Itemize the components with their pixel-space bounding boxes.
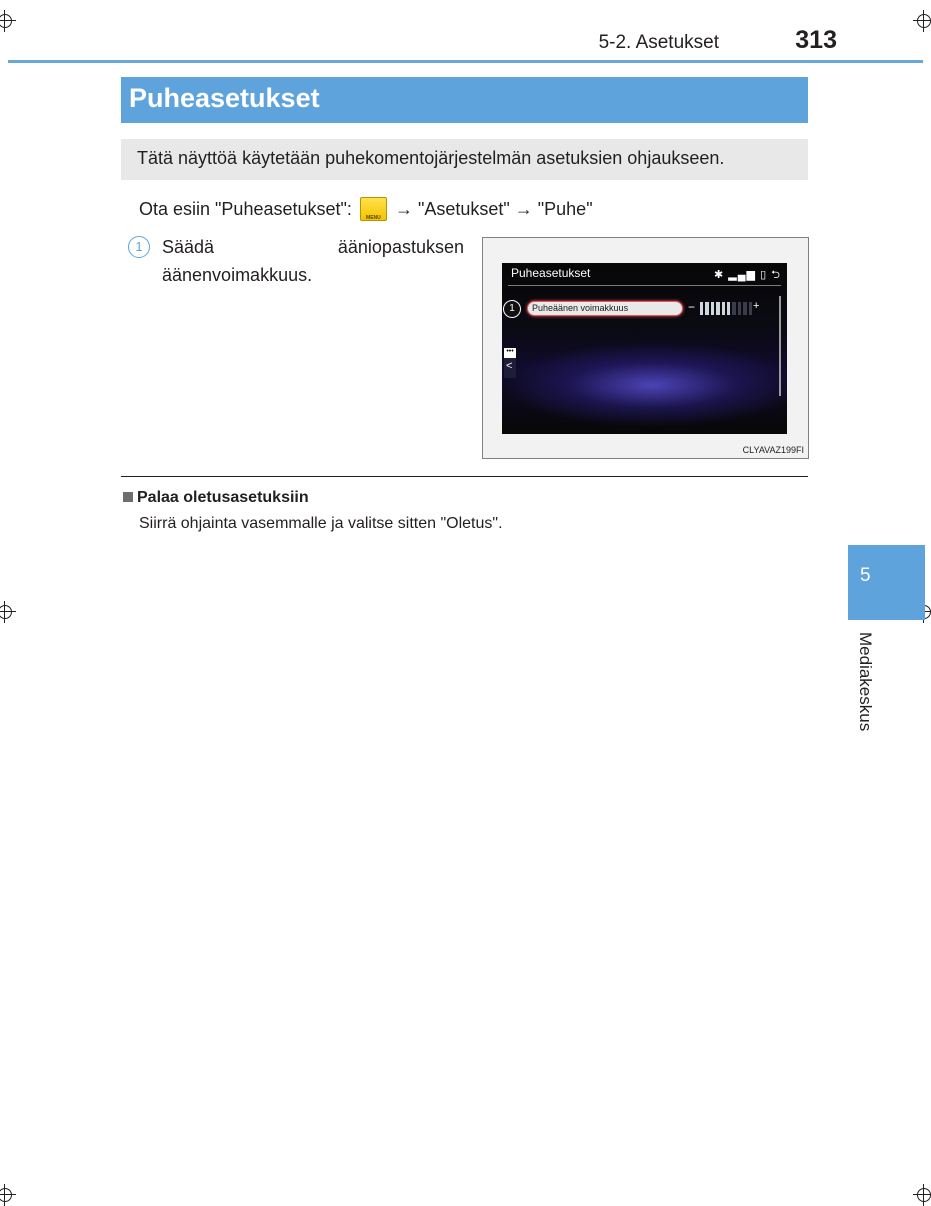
- volume-segment: [716, 302, 719, 315]
- section-label: 5-2. Asetukset: [598, 32, 719, 53]
- side-menu-tab[interactable]: [504, 348, 516, 378]
- volume-segment: [732, 302, 735, 315]
- volume-segment: [743, 302, 746, 315]
- volume-segment: [700, 302, 703, 315]
- square-bullet-icon: [123, 492, 133, 502]
- page-number: 313: [795, 26, 837, 54]
- display-screen: [502, 263, 787, 434]
- screen-scrollbar[interactable]: [779, 296, 781, 396]
- callout-number-icon: 1: [503, 300, 521, 318]
- screen-divider: [508, 285, 781, 286]
- menu-dots-icon: •••: [504, 348, 516, 358]
- status-icons: ✱ ▂▄▆ ▯ ⮌: [714, 269, 781, 281]
- subsection-heading-text: Palaa oletusasetuksiin: [137, 489, 309, 506]
- page-header: [0, 24, 931, 64]
- chapter-name: Mediakeskus: [856, 632, 875, 732]
- header-rule: [8, 60, 923, 63]
- section-divider: [121, 476, 808, 477]
- chevron-left-icon: <: [506, 360, 513, 372]
- intro-text: Tätä näyttöä käytetään puhekomentojärjestelmän asetuksien ohjaukseen.: [137, 148, 725, 168]
- volume-segment: [722, 302, 725, 315]
- crop-mark-middle-left: [0, 601, 16, 623]
- step-item: [128, 233, 464, 289]
- chapter-tab: [848, 545, 925, 620]
- volume-plus-button[interactable]: +: [753, 300, 760, 312]
- menu-button-icon: MENU: [360, 197, 387, 221]
- voice-volume-label[interactable]: Puheäänen voimakkuus: [527, 301, 683, 316]
- figure-code: CLYAVAZ199FI: [742, 445, 804, 455]
- title-bar: [121, 77, 808, 123]
- chapter-number: 5: [860, 565, 871, 586]
- volume-level-bar[interactable]: [700, 302, 752, 315]
- navigation-instruction: [139, 196, 593, 223]
- volume-segment: [711, 302, 714, 315]
- crop-mark-bottom-left: [0, 1184, 16, 1206]
- subsection-text: Siirrä ohjainta vasemmalle ja valitse sitten "Oletus".: [139, 515, 503, 532]
- volume-segment: [705, 302, 708, 315]
- volume-minus-button[interactable]: −: [688, 300, 696, 314]
- intro-box: [121, 139, 808, 180]
- volume-segment: [727, 302, 730, 315]
- screen-title: Puheasetukset: [511, 266, 591, 280]
- volume-segment: [749, 302, 752, 315]
- step-number-icon: 1: [128, 236, 150, 258]
- screen-figure: [482, 237, 809, 459]
- page-title: Puheasetukset: [129, 83, 320, 113]
- subsection-heading: [123, 489, 309, 507]
- navigation-text-after: → "Asetukset" → "Puhe": [394, 199, 593, 219]
- voice-volume-row[interactable]: [502, 300, 767, 318]
- step-text: Säädä ääniopastuksen äänenvoimakkuus.: [162, 237, 464, 285]
- navigation-text-before: Ota esiin "Puheasetukset":: [139, 199, 352, 219]
- volume-segment: [738, 302, 741, 315]
- crop-mark-bottom-right: [913, 1184, 931, 1206]
